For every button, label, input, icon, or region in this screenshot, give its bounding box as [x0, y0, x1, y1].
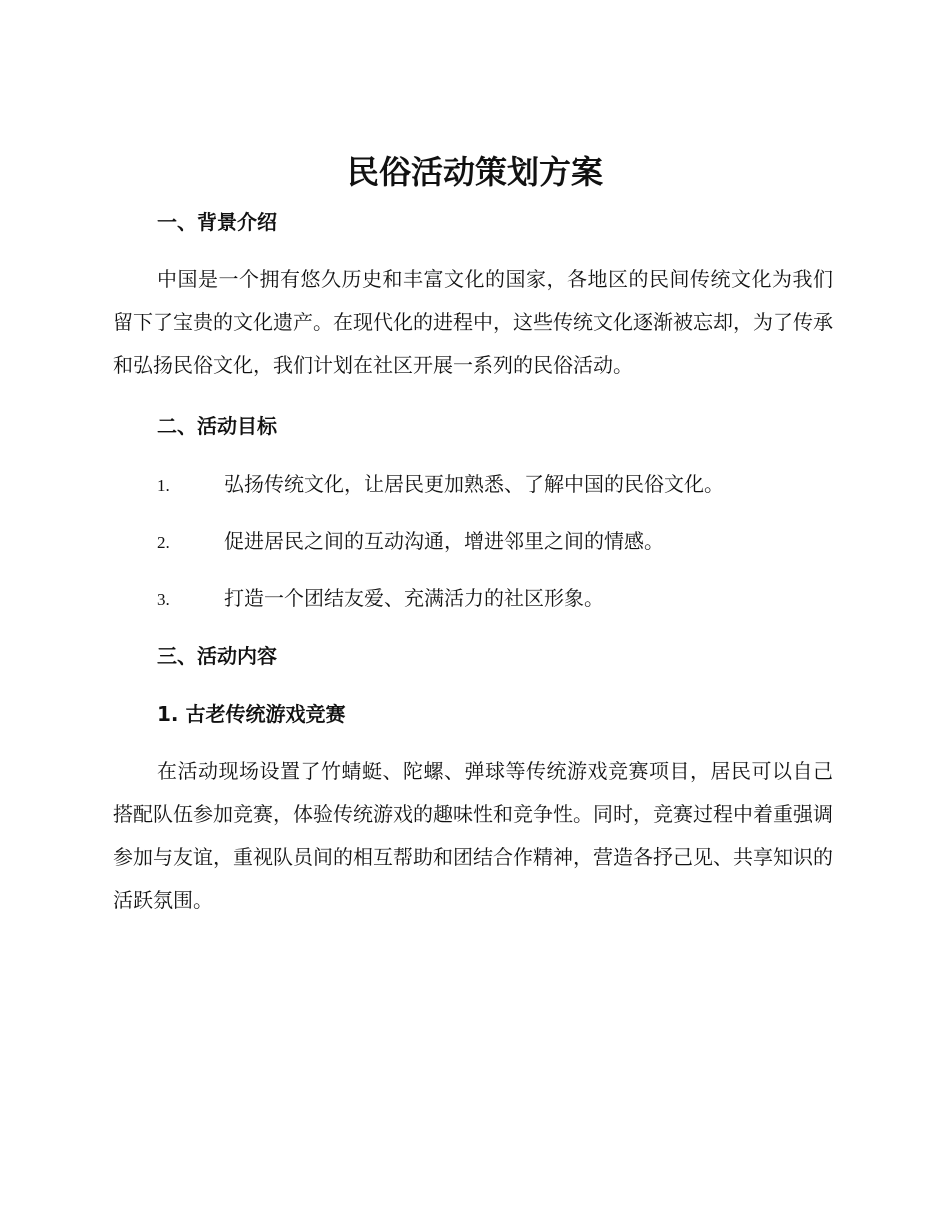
list-number: 1.: [157, 476, 170, 495]
list-text: 弘扬传统文化，让居民更加熟悉、了解中国的民俗文化。: [224, 472, 724, 496]
section-heading-background: 一、背景介绍: [157, 210, 277, 234]
section-heading-goals: 二、活动目标: [157, 414, 277, 438]
subsection-heading-games: 1. 古老传统游戏竞赛: [157, 702, 346, 726]
list-text: 促进居民之间的互动沟通，增进邻里之间的情感。: [224, 529, 664, 553]
games-paragraph: 在活动现场设置了竹蜻蜓、陀螺、弹球等传统游戏竞赛项目，居民可以自己搭配队伍参加竞赛，体验传统游戏的趣味性和竞争性。同时，竞赛过程中着重强调参加与友谊，重视队员间的相互帮助和团结合作精神，营造各抒己见、共享知识的活跃氛围。: [113, 759, 833, 912]
list-text: 打造一个团结友爱、充满活力的社区形象。: [224, 586, 604, 610]
background-paragraph: 中国是一个拥有悠久历史和丰富文化的国家，各地区的民间传统文化为我们留下了宝贵的文化遗产。在现代化的进程中，这些传统文化逐渐被忘却，为了传承和弘扬民俗文化，我们计划在社区开展一系列的民俗活动。: [113, 267, 833, 377]
list-number: 2.: [157, 533, 170, 552]
document-title: 民俗活动策划方案: [346, 153, 603, 191]
section-heading-content: 三、活动内容: [157, 644, 277, 668]
list-number: 3.: [157, 590, 170, 609]
